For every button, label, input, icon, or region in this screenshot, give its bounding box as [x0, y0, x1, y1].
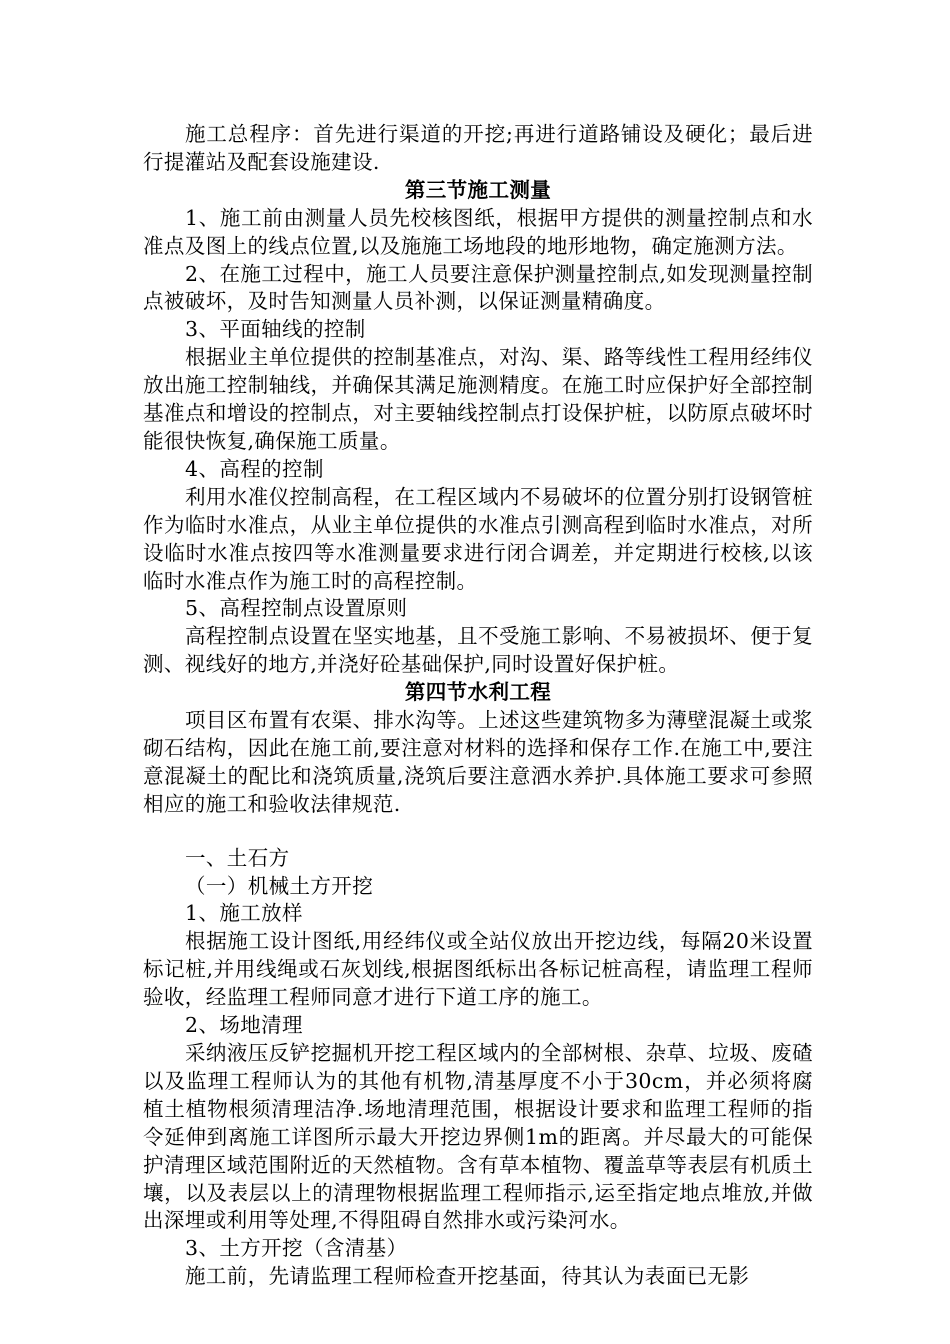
subsection-earthwork: 一、土石方 — [185, 845, 290, 870]
subsection-mechanical-excavation: （一）机械土方开挖 — [185, 873, 374, 898]
section-3-item-2: 2、在施工过程中，施工人员要注意保护测量控制点,如发现测量控制点被破坏，及时告知测量人员补测，以保证测量精确度。 — [143, 261, 813, 314]
section-3-heading: 第三节施工测量 — [404, 177, 552, 202]
document-page — [143, 121, 813, 1291]
section-3-item-4-title: 4、高程的控制 — [185, 456, 324, 481]
paragraph-gap — [143, 819, 813, 845]
section-3-item-1: 1、施工前由测量人员先校核图纸，根据甲方提供的测量控制点和水准点及图上的线点位置,以及施施工场地段的地形地物，确定施测方法。 — [143, 205, 813, 258]
section-4-intro: 项目区布置有农渠、排水沟等。上述这些建筑物多为薄壁混凝土或浆砌石结构，因此在施工前,要注意对材料的选择和保存工作.在施工中,要注意混凝土的配比和浇筑质量,浇筑后要注意洒水养护.具体施工要求可参照相应的施工和验收法律规范. — [143, 708, 813, 816]
section-3-item-4-body: 利用水准仪控制高程，在工程区域内不易破坏的位置分别打设钢管桩作为临时水准点，从业主单位提供的水准点引测高程到临时水准点，对所设临时水准点按四等水准测量要求进行闭合调差，并定期进行校核,以该临时水准点作为施工时的高程控制。 — [143, 484, 813, 593]
intro-paragraph: 施工总程序：首先进行渠道的开挖;再进行道路铺设及硬化；最后进行提灌站及配套设施建设. — [143, 122, 813, 174]
section-3-item-5-title: 5、高程控制点设置原则 — [185, 596, 408, 621]
item-2-body: 采纳液压反铲挖掘机开挖工程区域内的全部树根、杂草、垃圾、废碴以及监理工程师认为的其他有机物,清基厚度不小于30cm，并必须将腐植土植物根须清理洁净.场地清理范围，根据设计要求和监理工程师的指令延伸到离施工详图所示最大开挖边界侧1m的距离。并尽最大的可能保护清理区域范围附近的天然植物。含有草本植物、覆盖草等表层有机质土壤，以及表层以上的清理物根据监理工程师指示,运至指定地点堆放,并做出深埋或利用等处理,不得阻碍自然排水或污染河水。 — [143, 1041, 813, 1233]
section-3-item-3-body: 根据业主单位提供的控制基准点，对沟、渠、路等线性工程用经纬仪放出施工控制轴线，并确保其满足施测精度。在施工时应保护好全部控制基准点和增设的控制点，对主要轴线控制点打设保护桩，以防原点破坏时能很快恢复,确保施工质量。 — [143, 345, 813, 453]
section-3-item-3-title: 3、平面轴线的控制 — [185, 317, 366, 342]
item-3-title: 3、土方开挖（含清基） — [185, 1236, 408, 1261]
item-2-title: 2、场地清理 — [185, 1013, 303, 1038]
item-3-body: 施工前，先请监理工程师检查开挖基面，待其认为表面已无影 — [185, 1264, 750, 1289]
item-1-body: 根据施工设计图纸,用经纬仪或全站仪放出开挖边线，每隔20米设置标记桩,并用线绳或石灰划线,根据图纸标出各标记桩高程，请监理工程师验收，经监理工程师同意才进行下道工序的施工。 — [143, 929, 813, 1010]
item-1-title: 1、施工放样 — [185, 901, 303, 926]
section-4-heading: 第四节水利工程 — [404, 680, 552, 705]
section-3-item-5-body: 高程控制点设置在坚实地基，且不受施工影响、不易被损坏、便于复测、视线好的地方,并浇好砼基础保护,同时设置好保护桩。 — [143, 624, 813, 677]
